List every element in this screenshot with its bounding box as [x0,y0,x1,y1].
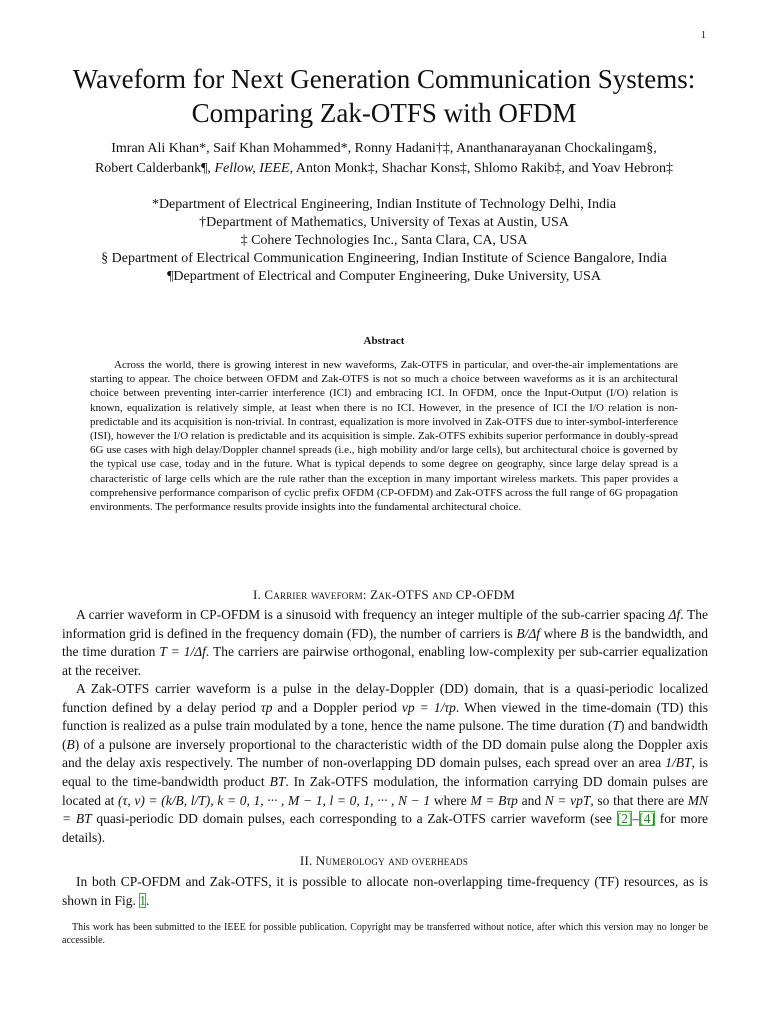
affiliation-duke: ¶Department of Electrical and Computer Engineering, Duke University, USA [167,269,601,284]
figure-link-1[interactable]: 1 [139,892,147,908]
section-1-number: I. [252,587,265,602]
math-inline: Δf [668,607,681,622]
section-2-heading [40,853,728,869]
section-1-heading [40,587,728,603]
text-run: – [632,811,640,827]
text-run: A Zak-OTFS carrier waveform is a pulse in the delay-Doppler (DD) domain, that is a quasi-periodic localized function defined by a delay period [62,681,708,715]
math-inline: τp [260,699,273,715]
math-inline: νp = 1/τp [401,699,456,715]
math-inline: B [580,625,589,641]
section-2-paragraph-1 [62,873,708,910]
text-run: . In Zak-OTFS modulation, the information carrying DD domain pulses are located at [62,773,708,808]
text-run: ) and bandwidth ( [62,718,709,752]
abstract-body: Across the world, there is growing interest in new waveforms, Zak-OTFS in particular, and over-the-air implementations are starting to appear. The choice between OFDM and Zak-OTFS is not so much a choice between waveforms as it is an architectural choice between preventing inter-carrier interference (ICI) and embracing ICI. In OFDM, once the Input-Output (I/O) relation is known, equalization is relatively simple, at least when there is no ICI. However, in the presence of ICI the I/O relation is non-predictable and its acquisition is non-trivial. In contrast, equalization is more involved in Zak-OTFS due to inter-symbol-interference (ISI), however the I/O relation is predictable and its acquisition is simple. Zak-OTFS exhibits superior performance in doubly-spread 6G use cases with high delay/Doppler channel spreads (i.e., high mobility and/or large cells), but architectural choice is governed by the typical use case, today and in the future. What is typical depends to some degree on geography, since large delay spread is a characteristic of large cells which are the rule rather than the exception in many important wireless markets. This paper provides a comprehensive performance comparison of cyclic prefix OFDM (CP-OFDM) and Zak-OTFS across the full range of 6G propagation environments. The performance results provide insights into the fundamental architectural choice. [90,359,678,514]
section-1-paragraph-2 [62,680,708,847]
section-1-paragraph-1 [62,606,708,680]
affiliations [40,196,728,286]
math-inline: BT [269,773,286,789]
text-run: . The carriers are pairwise orthogonal, enabling low-complexity per sub-carrier equalization at the receiver. [62,644,708,678]
math-inline: T [612,718,620,734]
affiliation-ut-austin: †Department of Mathematics, University of Texas at Austin, USA [199,215,569,230]
section-1-title: Carrier waveform: Zak-OTFS and CP-OFDM [264,587,516,602]
math-inline: 1/BT [665,755,692,771]
text-run: . [146,892,150,908]
text-run: is the bandwidth, and the time duration [62,625,708,660]
text-run: where [430,792,471,808]
footnote: This work has been submitted to the IEEE for possible publication. Copyright may be transferred without notice, after which this version may no longer be accessible. [62,922,708,946]
math-inline: B [66,736,75,752]
math-inline: (τ, ν) = (k/B, l/T), k = 0, 1, ··· , M − 1, l = 0, 1, ··· , N − 1 [118,792,431,808]
text-run: for more details). [62,811,708,845]
math-inline: M = Bτp [470,792,518,808]
section-2-number: II. [299,853,316,868]
text-run: In both CP-OFDM and Zak-OTFS, it is possible to allocate non-overlapping time-frequency (TF) resources, as is shown in Fig. [62,874,708,908]
text-run: A carrier waveform in CP-OFDM is a sinusoid with frequency an integer multiple of the sub-carrier spacing [76,607,669,622]
author-list [40,139,728,179]
section-2-title: Numerology and overheads [315,853,469,868]
text-run: . When viewed in the time-domain (TD) this function is realized as a pulse train modulated by a tone, hence the name pulsone. The time duration ( [62,699,708,734]
text-run: quasi-periodic DD domain pulses, each corresponding to a Zak-OTFS carrier waveform (see [91,811,617,827]
fellow-designation: Fellow, IEEE [214,161,290,176]
abstract-heading: Abstract [363,335,405,347]
text-run: and a Doppler period [272,699,402,715]
math-inline: T = 1/Δf [159,644,206,660]
math-inline: B/Δf [516,625,541,641]
text-run: ) of a pulsone are inversely proportional to the characteristic width of the DD domain pulse along the Doppler axis and the delay axis respectively. The number of non-overlapping DD domain pulses, each spread over an area [62,736,708,771]
affiliation-iit-delhi: *Department of Electrical Engineering, Indian Institute of Technology Delhi, India [151,197,617,212]
author-line-2-end: , Anton Monk‡, Shachar Kons‡, Shlomo Rakib‡, and Yoav Hebron‡ [289,161,674,176]
affiliation-iisc: § Department of Electrical Communication Engineering, Indian Institute of Science Bangalore, India [101,251,667,266]
citation-link-2[interactable]: [2] [616,811,633,827]
math-inline: MN = BT [62,792,708,827]
author-line-1: Imran Ali Khan*, Saif Khan Mohammed*, Ronny Hadani†‡, Ananthanarayanan Chockalingam§, [111,141,657,156]
text-run: and [517,792,545,808]
text-run: , is equal to the time-bandwidth product [62,755,708,789]
page-number: 1 [701,30,706,41]
text-run: where [540,625,581,641]
text-run: . The information grid is defined in the frequency domain (FD), the number of carriers is [62,607,708,641]
math-inline: N = νpT [544,792,591,808]
paper-title: Waveform for Next Generation Communication Systems: Comparing Zak-OTFS with OFDM [72,64,696,128]
citation-link-4[interactable]: [4] [639,811,655,827]
text-run: , so that there are [590,792,688,808]
author-line-2-start: Robert Calderbank¶, [94,161,215,176]
author-line-2 [40,159,728,179]
affiliation-cohere: ‡ Cohere Technologies Inc., Santa Clara, CA, USA [240,233,528,248]
